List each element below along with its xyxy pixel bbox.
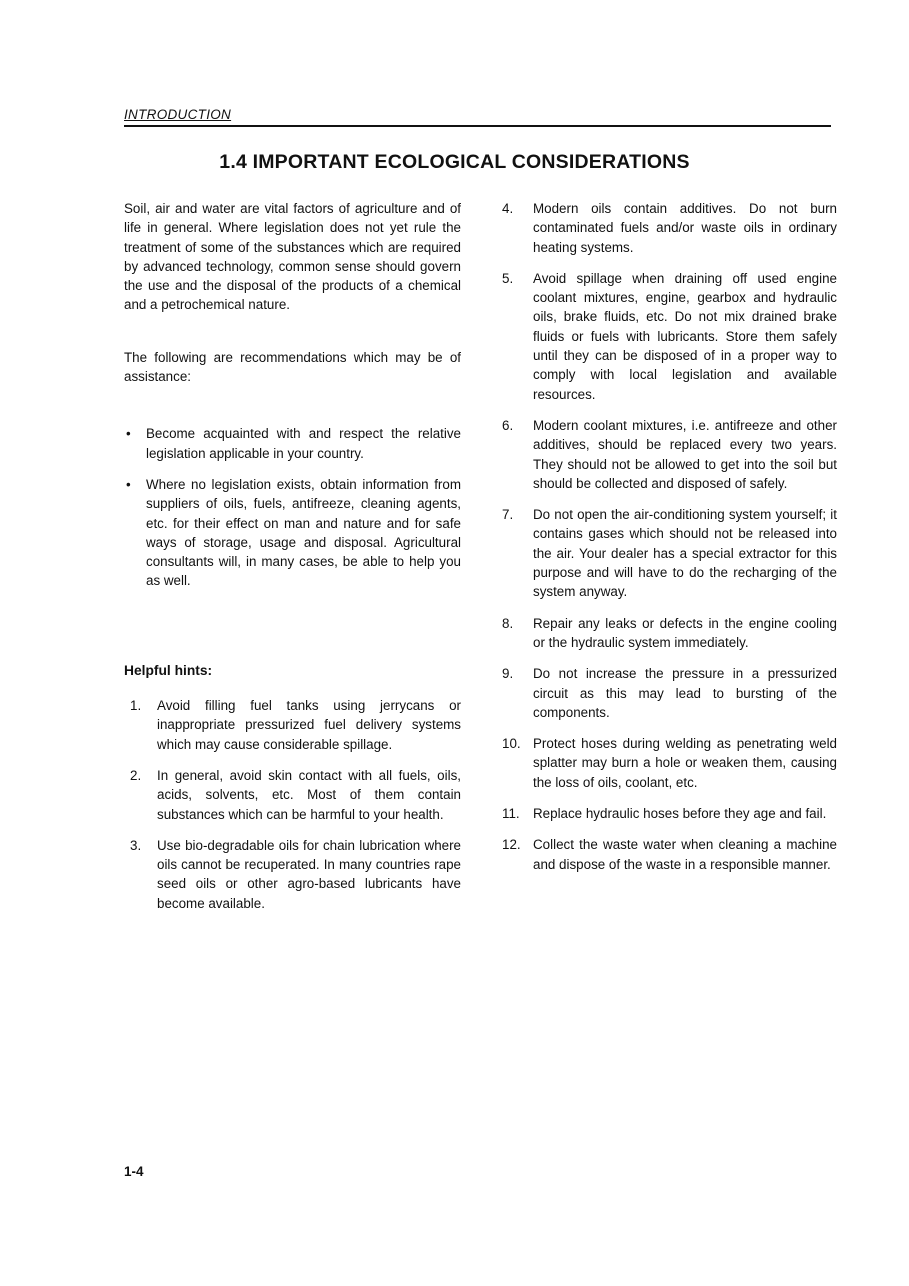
hint-text: Avoid spillage when draining off used engine coolant mixtures, engine, gearbox and hydraulic oils, brake fluids, etc. Do not mix drained brake fluids or fuels with lubricants. Store them safely until they can be disposed of in a proper way to comply with local legislation and available resources. — [533, 270, 837, 402]
hint-number: 9. — [502, 666, 514, 682]
hint-text: Avoid filling fuel tanks using jerrycans or inappropriate pressurized fuel delivery systems which may cause considerable spillage. — [157, 698, 461, 752]
bullet-list — [124, 424, 461, 590]
hint-number: 10. — [502, 736, 521, 752]
hint-text: Do not open the air-conditioning system yourself; it contains gases which should not be released into the air. Your dealer has a special extractor for this purpose and will have to do the recharging of the system anyway. — [533, 507, 837, 600]
hint-number: 12. — [502, 837, 521, 853]
left-column — [124, 199, 461, 925]
hint-text: Do not increase the pressure in a pressurized circuit as this may lead to bursting of the components. — [533, 666, 837, 720]
hint-item-2 — [124, 766, 461, 824]
hint-item-5 — [500, 269, 837, 404]
hint-number: 4. — [502, 201, 514, 216]
intro-paragraph: Soil, air and water are vital factors of agriculture and of life in general. Where legislation does not yet rule the treatment of some of the substances which are required by advanced technology, common sense should govern the use and the disposal of the products of a chemical and a petrochemical nature. — [124, 201, 461, 313]
recommendations-intro: The following are recommendations which may be of assistance: — [124, 349, 461, 385]
hint-number: 1. — [130, 698, 142, 714]
hint-item-7 — [500, 505, 837, 601]
bullet-text: Where no legislation exists, obtain information from suppliers of oils, fuels, antifreeze, cleaning agents, etc. for their effect on man and nature and for safe ways of storage, usage and disposal. Agricultural consultants will, in many cases, be able to help you as well. — [146, 476, 461, 589]
hint-item-9 — [500, 664, 837, 722]
hint-item-10 — [500, 734, 837, 792]
hint-number: 8. — [502, 615, 514, 631]
hint-number: 7. — [502, 507, 514, 523]
helpful-hints-heading: Helpful hints: — [124, 662, 213, 678]
hint-item-8 — [500, 614, 837, 653]
hint-number: 5. — [502, 270, 514, 286]
hint-item-12 — [500, 835, 837, 874]
hint-number: 2. — [130, 767, 142, 783]
hint-text: Use bio-degradable oils for chain lubrication where oils cannot be recuperated. In many countries rape seed oils or other agro-based lubricants have become available. — [157, 837, 461, 911]
hint-number: 3. — [130, 837, 142, 853]
hint-text: Modern oils contain additives. Do not burn contaminated fuels and/or waste oils in ordinary heating systems. — [533, 201, 837, 255]
right-column — [500, 199, 837, 886]
hint-item-6 — [500, 416, 837, 493]
bullet-mark: • — [126, 426, 131, 442]
hint-text: Replace hydraulic hoses before they age and fail. — [533, 806, 827, 822]
section-label: INTRODUCTION — [124, 107, 232, 122]
bullet-text: Become acquainted with and respect the relative legislation applicable in your country. — [146, 426, 461, 461]
hint-item-3 — [124, 836, 461, 913]
page-header — [124, 107, 831, 127]
bullet-item — [124, 475, 461, 591]
bullet-item — [124, 424, 461, 463]
bullet-mark: • — [126, 476, 131, 492]
page-number: 1-4 — [124, 1164, 144, 1179]
page-title: 1.4 IMPORTANT ECOLOGICAL CONSIDERATIONS — [219, 151, 690, 173]
hint-item-1 — [124, 696, 461, 754]
hint-text: Modern coolant mixtures, i.e. antifreeze and other additives, should be replaced every two years. They should not be allowed to get into the soil but should be collected and disposed of safely. — [533, 417, 837, 491]
hint-text: Protect hoses during welding as penetrating weld splatter may burn a hole or weaken them, causing the loss of oils, coolant, etc. — [533, 736, 837, 790]
hint-text: Collect the waste water when cleaning a machine and dispose of the waste in a responsible manner. — [533, 837, 837, 872]
hint-text: Repair any leaks or defects in the engine cooling or the hydraulic system immediately. — [533, 615, 837, 650]
hint-number: 11. — [502, 806, 520, 822]
hint-item-4 — [500, 199, 837, 257]
hint-number: 6. — [502, 417, 514, 433]
hint-text: In general, avoid skin contact with all fuels, oils, acids, solvents, etc. Most of them contain substances which can be harmful to your health. — [157, 767, 461, 822]
hint-item-11 — [500, 804, 837, 823]
